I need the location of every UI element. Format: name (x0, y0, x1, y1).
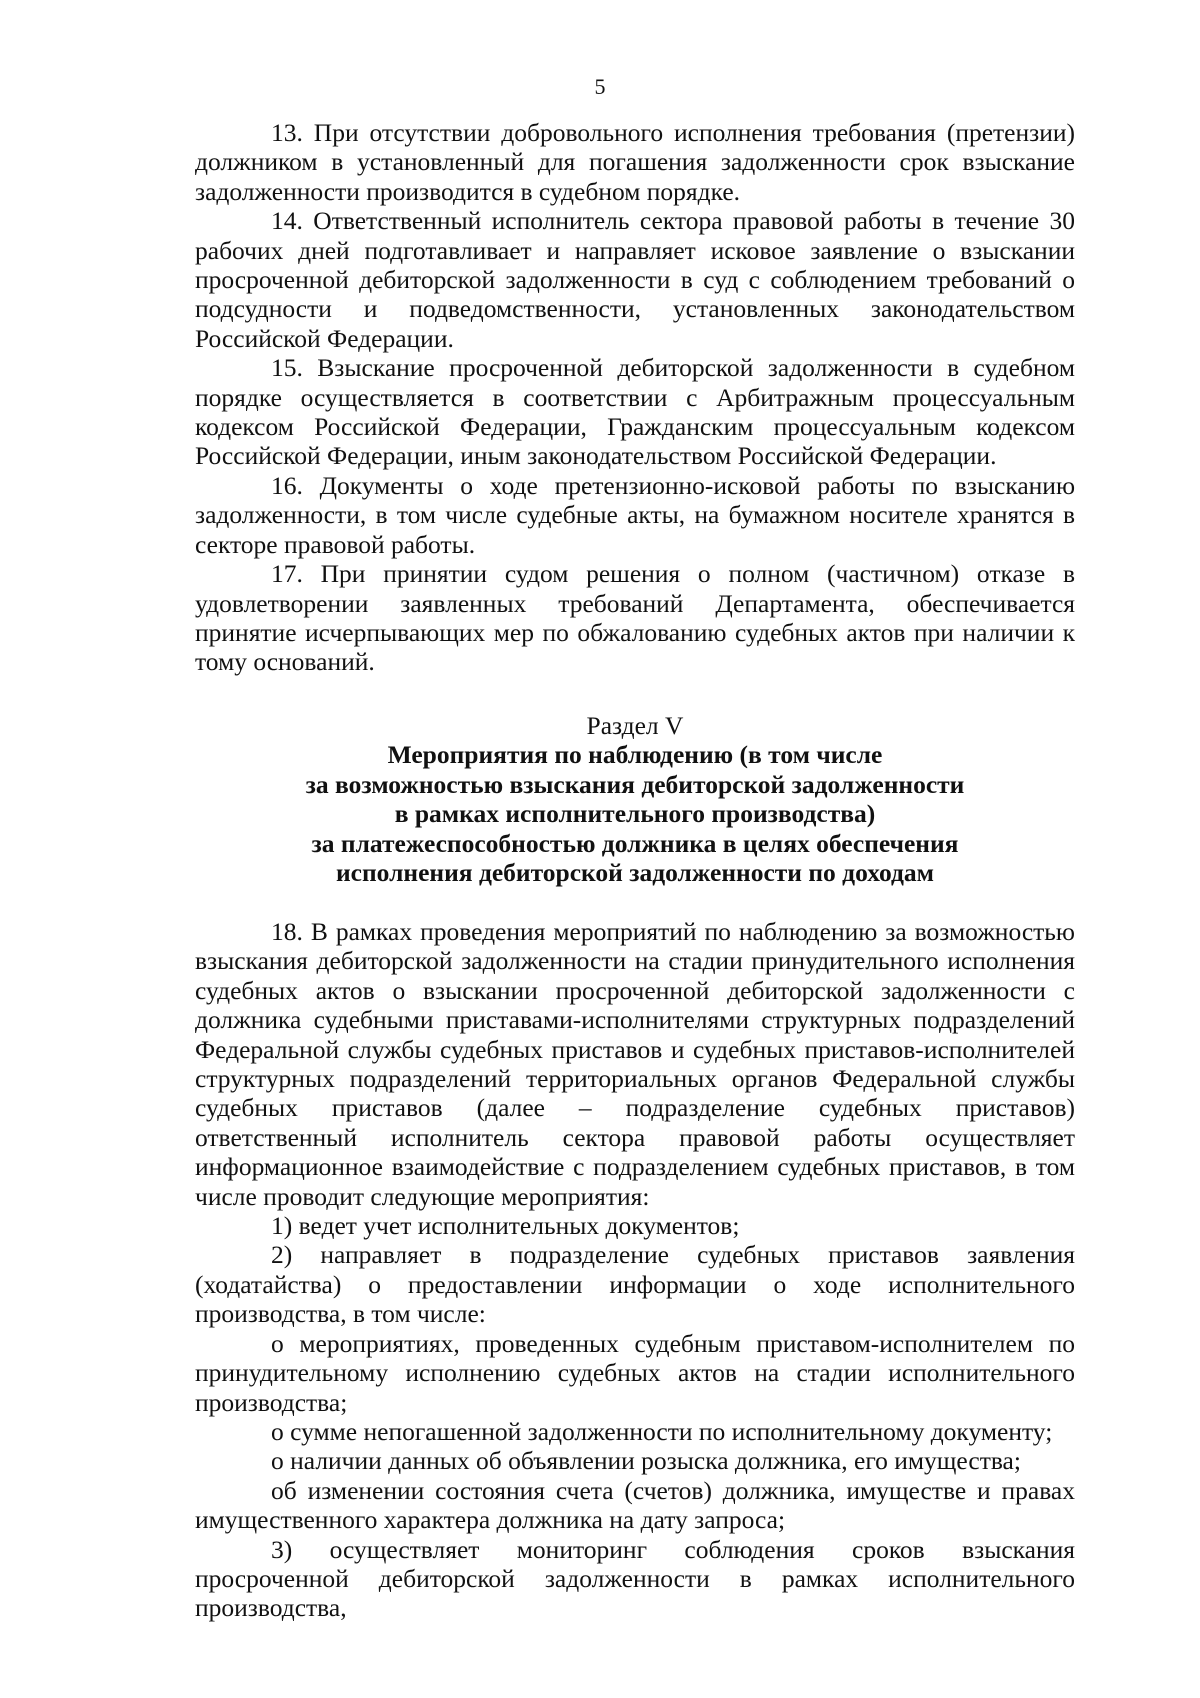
sub-item-measures: о мероприятиях, проведенных судебным приставом-исполнителем по принудительному исполнению судебных актов на стадии исполнительного производства; (195, 1328, 1075, 1417)
section-title-line: за платежеспособностью должника в целях обеспечения (311, 828, 959, 858)
paragraph-18: 18. В рамках проведения мероприятий по наблюдению за возможностью взыскания дебиторской задолженности на стадии принудительного исполнения судебных актов о взыскании просроченной дебиторской задолженности с должника судебными приставами-исполнителями структурных подразделений Федеральной службы судебных приставов и судебных приставов-исполнителей структурных подразделений территориальных органов Федеральной службы судебных приставов (далее – подразделение судебных приставов) ответственный исполнитель сектора правовой работы осуществляет информационное взаимодействие с подразделением судебных приставов, в том числе проводит следующие мероприятия: (195, 917, 1075, 1211)
sub-item-debt-amount: о сумме непогашенной задолженности по исполнительному документу; (271, 1416, 1053, 1446)
section-heading (195, 711, 1075, 887)
section-title-line: за возможностью взыскания дебиторской задолженности (305, 769, 965, 799)
list-item-2: 2) направляет в подразделение судебных приставов заявления (ходатайства) о предоставлении информации о ходе исполнительного производства, в том числе: (195, 1240, 1075, 1329)
bottom-paragraphs (195, 917, 1075, 1623)
paragraph-17: 17. При принятии судом решения о полном (частичном) отказе в удовлетворении заявленных требований Департамента, обеспечивается принятие исчерпывающих мер по обжалованию судебных актов при наличии к тому оснований. (195, 559, 1075, 677)
paragraph-16: 16. Документы о ходе претензионно-исковой работы по взысканию задолженности, в том числе судебные акты, на бумажном носителе хранятся в секторе правовой работы. (195, 470, 1075, 559)
page-number: 5 (594, 74, 606, 99)
section-title-line: в рамках исполнительного производства) (394, 799, 876, 829)
section-title (195, 740, 1075, 887)
top-paragraphs (195, 118, 1075, 677)
paragraph-14: 14. Ответственный исполнитель сектора правовой работы в течение 30 рабочих дней подготавливает и направляет исковое заявление о взыскании просроченной дебиторской задолженности в суд с соблюдением требований о подсудности и подведомственности, установленных законодательством Российской Федерации. (195, 206, 1075, 353)
section-title-line: исполнения дебиторской задолженности по доходам (335, 858, 935, 888)
sub-item-search: о наличии данных об объявлении розыска должника, его имущества; (271, 1446, 1021, 1476)
list-item-1: 1) ведет учет исполнительных документов; (271, 1211, 740, 1241)
paragraph-13: 13. При отсутствии добровольного исполнения требования (претензии) должником в установленный для погашения задолженности срок взыскание задолженности производится в судебном порядке. (195, 118, 1075, 206)
section-label: Раздел V (586, 711, 684, 740)
section-title-line: Мероприятия по наблюдению (в том числе (387, 740, 883, 770)
list-item-3: 3) осуществляет мониторинг соблюдения сроков взыскания просроченной дебиторской задолженности в рамках исполнительного производства, (195, 1534, 1075, 1623)
paragraph-15: 15. Взыскание просроченной дебиторской задолженности в судебном порядке осуществляется в соответствии с Арбитражным процессуальным кодексом Российской Федерации, Гражданским процессуальным кодексом Российской Федерации, иным законодательством Российской Федерации. (195, 353, 1075, 471)
sub-item-account-state: об изменении состояния счета (счетов) должника, имуществе и правах имущественного характера должника на дату запроса; (195, 1475, 1075, 1535)
